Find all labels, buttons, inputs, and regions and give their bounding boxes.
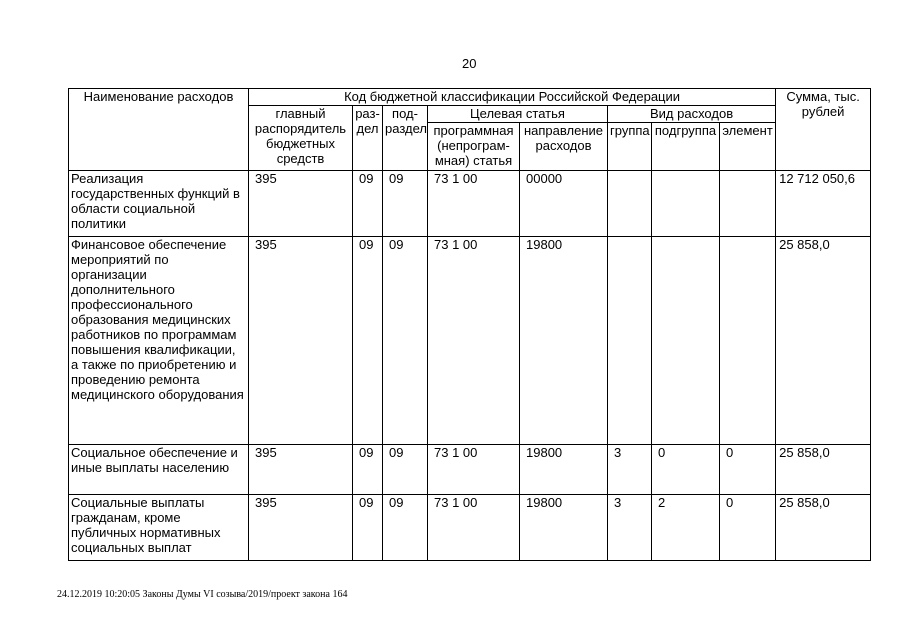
row-name: Реализация государственных функций в области социальной политики — [69, 171, 249, 237]
row-subgroup: 0 — [652, 445, 720, 495]
row-name: Социальное обеспечение и иные выплаты населению — [69, 445, 249, 495]
row-group: 3 — [608, 445, 652, 495]
row-group — [608, 171, 652, 237]
row-podrazdel: 09 — [383, 445, 428, 495]
row-podrazdel: 09 — [383, 495, 428, 561]
row-element — [720, 237, 776, 445]
document-footer: 24.12.2019 10:20:05 Законы Думы VI созыва/2019/проект закона 164 — [57, 589, 348, 600]
row-podrazdel: 09 — [383, 237, 428, 445]
table-row — [69, 171, 871, 237]
row-program: 73 1 00 — [428, 171, 520, 237]
row-razdel: 09 — [353, 171, 383, 237]
row-direction: 19800 — [520, 445, 608, 495]
row-grbs: 395 — [249, 495, 353, 561]
row-program: 73 1 00 — [428, 495, 520, 561]
table-row — [69, 445, 871, 495]
row-group — [608, 237, 652, 445]
row-element: 0 — [720, 495, 776, 561]
row-direction: 19800 — [520, 495, 608, 561]
header-name: Наименование расходов — [69, 89, 249, 171]
row-sum: 25 858,0 — [776, 237, 871, 445]
header-subgroup: подгруппа — [652, 123, 720, 171]
row-name: Финансовое обеспечение мероприятий по организации дополнительного профессионального образования медицинских работников по программам повышения квалификации, а также по приобретению и проведению ремонта медицинского оборудования — [69, 237, 249, 445]
row-sum: 25 858,0 — [776, 495, 871, 561]
row-podrazdel: 09 — [383, 171, 428, 237]
row-sum: 12 712 050,6 — [776, 171, 871, 237]
row-grbs: 395 — [249, 445, 353, 495]
header-razdel: раз- дел — [353, 106, 383, 171]
row-razdel: 09 — [353, 237, 383, 445]
row-group: 3 — [608, 495, 652, 561]
row-element: 0 — [720, 445, 776, 495]
row-name: Социальные выплаты гражданам, кроме публичных нормативных социальных выплат — [69, 495, 249, 561]
row-subgroup: 2 — [652, 495, 720, 561]
row-direction: 19800 — [520, 237, 608, 445]
header-group: группа — [608, 123, 652, 171]
row-program: 73 1 00 — [428, 445, 520, 495]
row-element — [720, 171, 776, 237]
row-subgroup — [652, 237, 720, 445]
row-razdel: 09 — [353, 445, 383, 495]
table-row — [69, 495, 871, 561]
header-element: элемент — [720, 123, 776, 171]
page-number: 20 — [462, 56, 477, 71]
header-direction: направление расходов — [520, 123, 608, 171]
header-grbs: главный распорядитель бюджетных средств — [249, 106, 353, 171]
header-sum: Сумма, тыс. рублей — [776, 89, 871, 171]
row-direction: 00000 — [520, 171, 608, 237]
row-grbs: 395 — [249, 237, 353, 445]
header-celevaya: Целевая статья — [428, 106, 608, 123]
row-razdel: 09 — [353, 495, 383, 561]
row-program: 73 1 00 — [428, 237, 520, 445]
header-kbk: Код бюджетной классификации Российской Федерации — [249, 89, 776, 106]
budget-table — [68, 88, 871, 561]
header-podrazdel: под- раздел — [383, 106, 428, 171]
row-subgroup — [652, 171, 720, 237]
table-row — [69, 237, 871, 445]
header-program: программная (непрограм- мная) статья — [428, 123, 520, 171]
row-sum: 25 858,0 — [776, 445, 871, 495]
row-grbs: 395 — [249, 171, 353, 237]
header-vid: Вид расходов — [608, 106, 776, 123]
